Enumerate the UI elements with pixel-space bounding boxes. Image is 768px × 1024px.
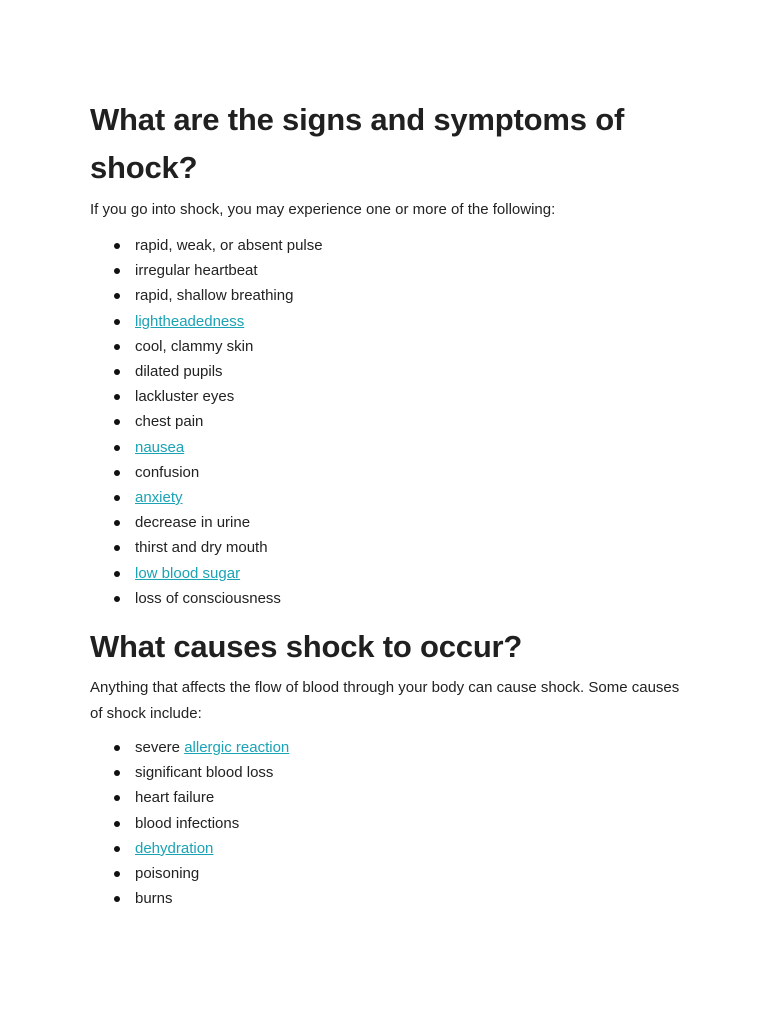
- section-intro-signs-symptoms: If you go into shock, you may experience one or more of the following:: [90, 201, 556, 218]
- section-heading-signs-symptoms: What are the signs and symptoms of shock?: [90, 102, 625, 185]
- list-item-text: thirst and dry mouth: [135, 539, 268, 557]
- list-item: [90, 485, 690, 510]
- list-item: [90, 735, 690, 760]
- section-intro-causes: Anything that affects the flow of blood through your body can cause shock. Some causes of shock include:: [90, 679, 680, 723]
- list-item: [90, 409, 690, 434]
- bullet-icon: [114, 319, 120, 325]
- bullet-icon: [114, 495, 120, 501]
- list-item-text: chest pain: [135, 413, 204, 431]
- list-item-text: dilated pupils: [135, 363, 223, 381]
- bullet-icon: [114, 394, 120, 400]
- list-item: [90, 760, 690, 785]
- bullet-icon: [114, 770, 120, 776]
- list-item-text: significant blood loss: [135, 764, 274, 782]
- list-item: [90, 510, 690, 535]
- bullet-icon: [114, 268, 120, 274]
- bullet-icon: [114, 795, 120, 801]
- bullet-icon: [114, 596, 120, 602]
- bullet-icon: [114, 896, 120, 902]
- symptoms-list: [90, 233, 690, 611]
- list-item-link[interactable]: allergic reaction: [184, 739, 290, 757]
- bullet-icon: [114, 520, 120, 526]
- list-item-text: burns: [135, 890, 173, 908]
- list-item: [90, 258, 690, 283]
- bullet-icon: [114, 545, 120, 551]
- list-item: [90, 561, 690, 586]
- list-item: [90, 334, 690, 359]
- list-item-text: blood infections: [135, 814, 240, 832]
- causes-list: [90, 735, 690, 911]
- list-item: [90, 283, 690, 308]
- list-item: [90, 384, 690, 409]
- list-item-text: heart failure: [135, 789, 215, 807]
- bullet-icon: [114, 846, 120, 852]
- bullet-icon: [114, 821, 120, 827]
- bullet-icon: [114, 745, 120, 751]
- list-item: [90, 586, 690, 611]
- section-heading-causes: What causes shock to occur?: [90, 629, 523, 665]
- bullet-icon: [114, 344, 120, 350]
- bullet-icon: [114, 470, 120, 476]
- list-item: [90, 785, 690, 810]
- list-item-text: decrease in urine: [135, 514, 251, 532]
- list-item: [90, 811, 690, 836]
- list-item: [90, 886, 690, 911]
- bullet-icon: [114, 369, 120, 375]
- bullet-icon: [114, 571, 120, 577]
- document-page: [90, 96, 690, 911]
- list-item: [90, 309, 690, 334]
- list-item: [90, 435, 690, 460]
- list-item-text: irregular heartbeat: [135, 262, 258, 280]
- list-item: [90, 535, 690, 560]
- list-item: [90, 233, 690, 258]
- list-item-link[interactable]: low blood sugar: [135, 564, 241, 582]
- bullet-icon: [114, 445, 120, 451]
- list-item-text: rapid, weak, or absent pulse: [135, 237, 323, 254]
- list-item: [90, 359, 690, 384]
- list-item: [90, 460, 690, 485]
- list-item-link[interactable]: anxiety: [135, 489, 183, 507]
- list-item-text: confusion: [135, 463, 200, 481]
- list-item-text: lackluster eyes: [135, 388, 235, 406]
- list-item-text: cool, clammy skin: [135, 337, 254, 355]
- bullet-icon: [114, 419, 120, 425]
- bullet-icon: [114, 243, 120, 249]
- list-item: [90, 836, 690, 861]
- list-item-text: loss of consciousness: [135, 589, 281, 607]
- list-item-text: rapid, shallow breathing: [135, 287, 294, 305]
- list-item-link[interactable]: nausea: [135, 438, 185, 456]
- list-item: [90, 861, 690, 886]
- bullet-icon: [114, 871, 120, 877]
- list-item-text: poisoning: [135, 865, 200, 883]
- bullet-icon: [114, 293, 120, 299]
- list-item-link[interactable]: dehydration: [135, 839, 214, 857]
- list-item-text: severe: [135, 739, 185, 757]
- list-item-link[interactable]: lightheadedness: [135, 312, 245, 330]
